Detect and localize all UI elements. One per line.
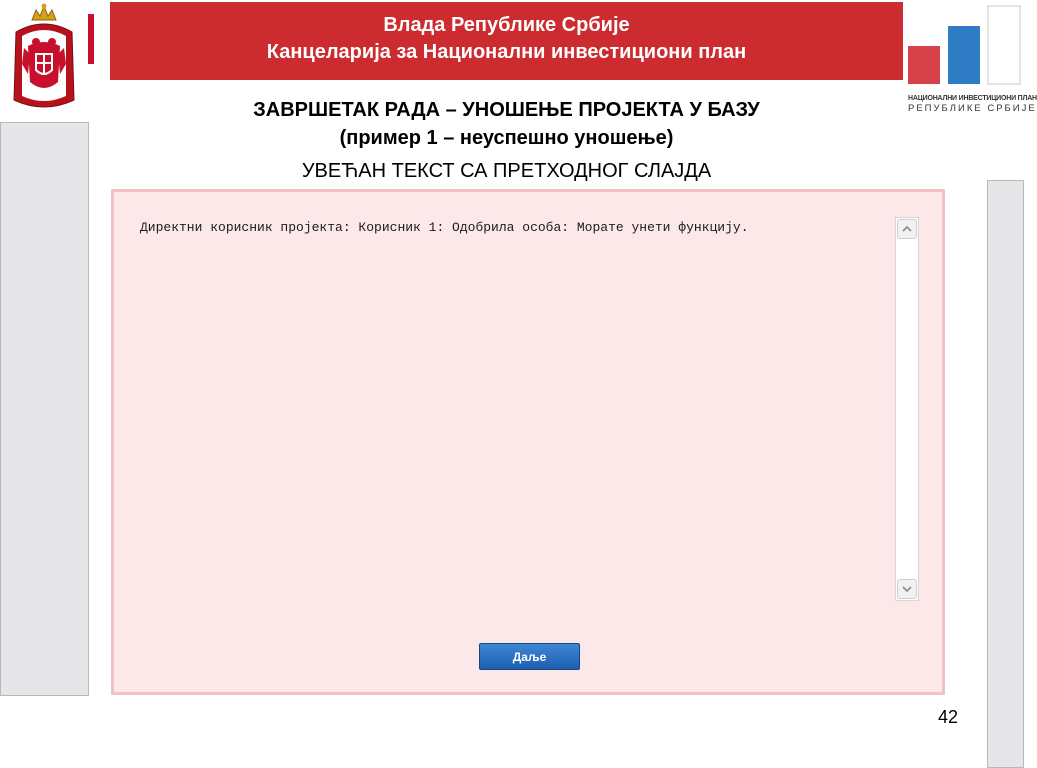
- error-dialog: [111, 189, 945, 695]
- nip-logo-line-1: НАЦИОНАЛНИ ИНВЕСТИЦИОНИ ПЛАН: [908, 95, 1037, 102]
- slide-title-line-1: ЗАВРШЕТАК РАДА – УНОШЕЊЕ ПРОЈЕКТА У БАЗУ: [253, 99, 760, 121]
- page-number: 42: [938, 707, 959, 727]
- header-banner: [110, 2, 903, 80]
- chevron-up-icon: [902, 226, 912, 232]
- message-scrollbar[interactable]: [895, 217, 919, 601]
- slide-title-line-2: (пример 1 – неуспешно уношење): [339, 127, 674, 149]
- header-line-2: Канцеларија за Национални инвестициони план: [266, 41, 747, 63]
- error-message: Директни корисник пројекта: Корисник 1: Одобрила особа: Морате унети функцију.: [140, 220, 749, 235]
- background-window-right: [987, 180, 1024, 768]
- scroll-up-button[interactable]: [897, 219, 917, 239]
- header-accent-bar: [88, 14, 94, 64]
- slide-subtitle: УВЕЋАН ТЕКСТ СА ПРЕТХОДНОГ СЛАЈДА: [301, 160, 712, 182]
- header-line-1: Влада Републике Србије: [383, 14, 630, 36]
- serbian-coat-of-arms-icon: [8, 2, 80, 114]
- nip-logo-line-2: РЕПУБЛИКЕ СРБИЈЕ: [908, 103, 1037, 114]
- slide-title: [110, 96, 903, 152]
- background-window-left: [0, 122, 89, 696]
- scroll-down-button[interactable]: [897, 579, 917, 599]
- nip-logo: [904, 2, 1037, 120]
- chevron-down-icon: [902, 586, 912, 592]
- nip-bars-icon: [904, 2, 1024, 92]
- next-button[interactable]: Даље: [479, 643, 580, 670]
